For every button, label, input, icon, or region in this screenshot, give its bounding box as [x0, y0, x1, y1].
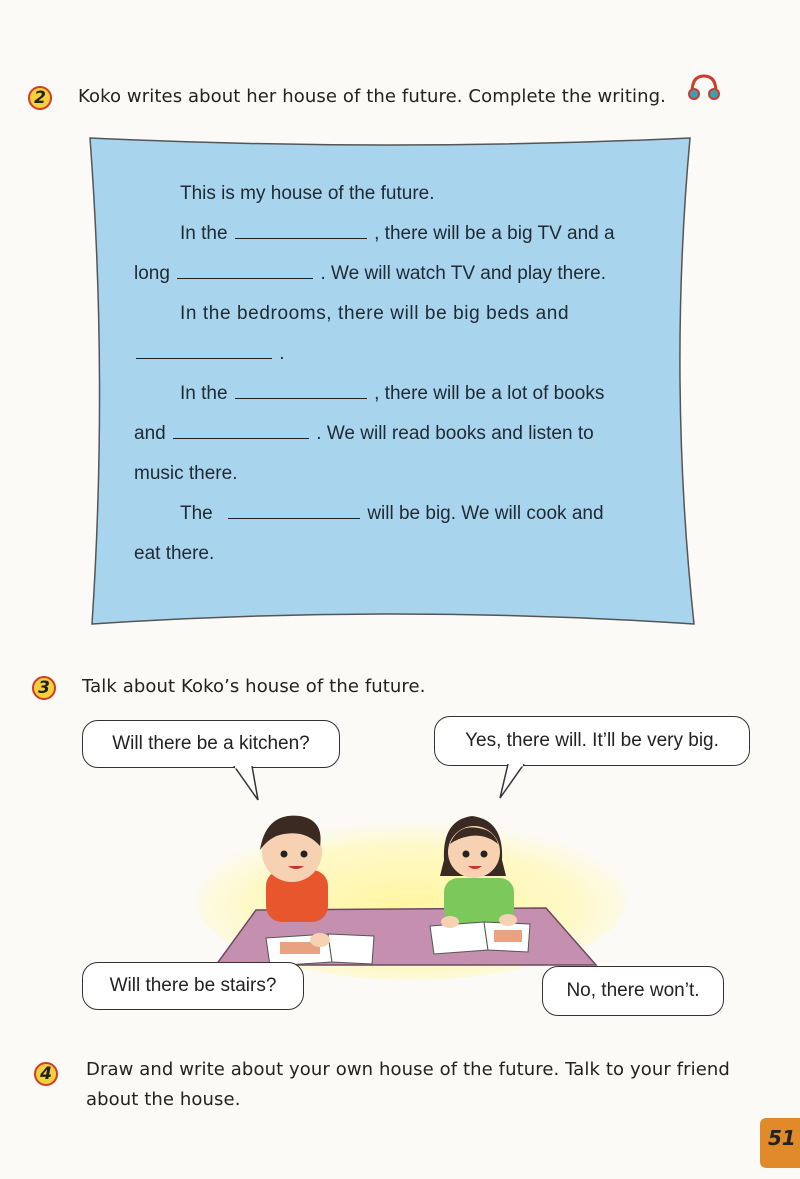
- section-3-number: 3: [32, 676, 56, 700]
- headphones-icon: [686, 70, 722, 106]
- section-3-title: Talk about Koko’s house of the future.: [82, 676, 426, 697]
- section-4-title-line-2: about the house.: [86, 1089, 241, 1110]
- answer-blank-4[interactable]: [235, 384, 367, 399]
- answer-blank-6[interactable]: [228, 504, 360, 519]
- writing-line-8: music there.: [134, 463, 238, 484]
- writing-line-4: In the bedrooms, there will be big beds and: [180, 303, 570, 324]
- writing-text: . We will watch TV and play there.: [320, 263, 606, 284]
- writing-line-10: eat there.: [134, 543, 215, 564]
- speech-bubble-question-stairs: Will there be stairs?: [82, 962, 304, 1010]
- writing-line-2: [180, 222, 615, 246]
- writing-line-9: [180, 502, 604, 526]
- section-2-number: 2: [28, 86, 52, 110]
- writing-line-5: [134, 342, 285, 366]
- section-4-title-line-1: Draw and write about your own house of the future. Talk to your friend: [86, 1059, 730, 1080]
- section-2-title: Koko writes about her house of the future. Complete the writing.: [78, 86, 666, 107]
- section-4-number: 4: [34, 1062, 58, 1086]
- writing-text: The: [180, 503, 213, 524]
- page-number: 51: [768, 1126, 796, 1150]
- speech-bubble-answer-kitchen: Yes, there will. It’ll be very big.: [434, 716, 750, 766]
- speech-bubble-question-kitchen: Will there be a kitchen?: [82, 720, 340, 768]
- writing-text: , there will be a big TV and a: [374, 223, 615, 244]
- writing-text: long: [134, 263, 170, 284]
- writing-text: will be big. We will cook and: [367, 503, 604, 524]
- writing-line-3: [134, 262, 606, 286]
- writing-line-6: [180, 382, 604, 406]
- writing-text: . We will read books and listen to: [316, 423, 594, 444]
- children-at-table-illustration: [196, 790, 626, 980]
- speech-bubble-answer-stairs: No, there won’t.: [542, 966, 724, 1016]
- answer-blank-5[interactable]: [173, 424, 309, 439]
- writing-text: and: [134, 423, 166, 444]
- answer-blank-2[interactable]: [177, 264, 313, 279]
- writing-line-1: This is my house of the future.: [180, 183, 435, 204]
- writing-text: In the: [180, 223, 228, 244]
- writing-text: .: [279, 343, 285, 364]
- answer-blank-3[interactable]: [136, 344, 272, 359]
- writing-text: , there will be a lot of books: [374, 383, 605, 404]
- page-number-tab: [760, 1118, 800, 1168]
- writing-line-7: [134, 422, 594, 446]
- writing-text: In the: [180, 383, 228, 404]
- answer-blank-1[interactable]: [235, 224, 367, 239]
